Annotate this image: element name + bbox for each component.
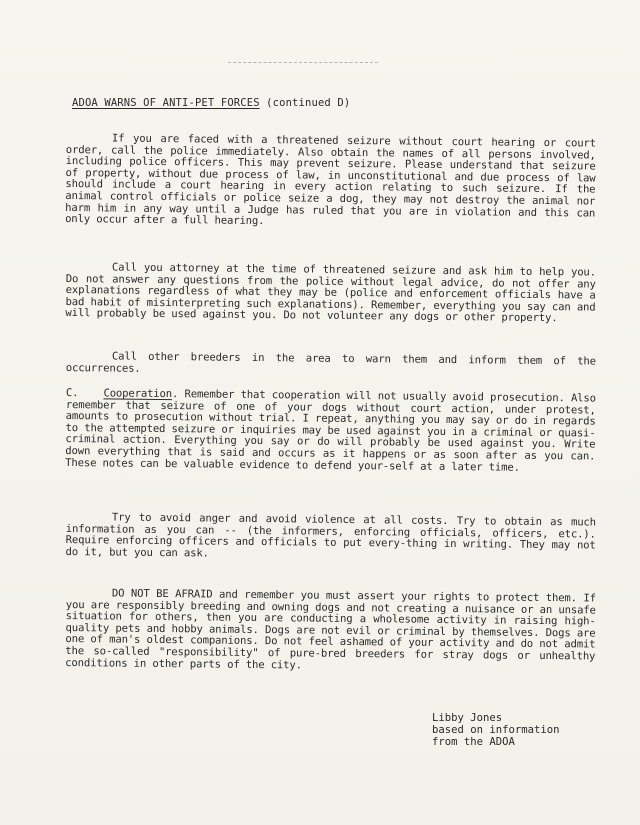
title-suffix: (continued D)	[266, 97, 351, 109]
signature-line-3: from the ADOA	[432, 736, 515, 748]
document-title	[72, 97, 350, 109]
section-body: . Remember that cooperation will not usually avoid prosecution. Also remember that seizure of one of your dogs without court action, under protest, amounts to prosecution without trial. I repeat, anything you may say or do in regards to the attempted seizure or inquiries may be used against you in a criminal or quasi-criminal action. Everything you say or do will probably be used against you. Write down everything that is said and occurs as it happens or as soon after as you can. These notes can be valuable evidence to defend your-self at a later time.	[65, 388, 596, 474]
section-label: C.	[65, 387, 79, 400]
paragraph-seizure: If you are faced with a threatened seizure without court hearing or court order, call the police immediately. Also obtain the names of all persons involved, including police officers. This may prevent seizure. Please understand that seizure of property, without due process of law, in unconstitutional and due process of law should include a court hearing in every action relating to such seizure. If the animal control officials or police seize a dog, they may not destroy the animal nor harm him in any way until a Judge has ruled that you are in violation and this can only occur after a full hearing.	[65, 132, 596, 228]
paragraph-avoid-anger: Try to avoid anger and avoid violence at all costs. Try to obtain as much information as you can -- (the informers, enforcing officials, officers, etc.). Require enforcing officers and officials to put every-thing in writing. They may not do it, but you can ask.	[65, 511, 596, 560]
section-heading: Cooperation	[103, 387, 173, 401]
paragraph-do-not-be-afraid: DO NOT BE AFRAID and remember you must assert your rights to protect them. If you are responsibly breeding and owning dogs and not creating a nuisance or an unsafe situation for others, then you are conducting a wholesome activity in raising high-quality pets and hobby animals. Dogs are not evil or criminal by themselves. Dogs are one of man's oldest companions. Do not feel ashamed of your activity and do not admit the so-called "responsibility" of pure-bred breeders for stray dogs or unhealthy conditions in other parts of the city.	[65, 587, 596, 672]
signature-name: Libby Jones	[432, 712, 503, 724]
paragraph-attorney: Call you attorney at the time of threatened seizure and ask him to help you. Do not answer any questions from the police without legal advice, do not offer any explanations regardless of what they may be (police and enforcement officials have a bad habit of misinterpreting such explanations). Remember, everything you say can and will probably be used against you. Do not volunteer any dogs or other property.	[65, 261, 596, 325]
section-cooperation	[65, 388, 596, 475]
signature-block	[432, 712, 560, 748]
title-main: ADOA WARNS OF ANTI-PET FORCES	[72, 97, 260, 109]
top-divider	[228, 62, 378, 64]
paragraph-breeders: Call other breeders in the area to warn them and inform them of the occurrences.	[65, 350, 596, 375]
signature-line-2: based on information	[432, 724, 560, 736]
